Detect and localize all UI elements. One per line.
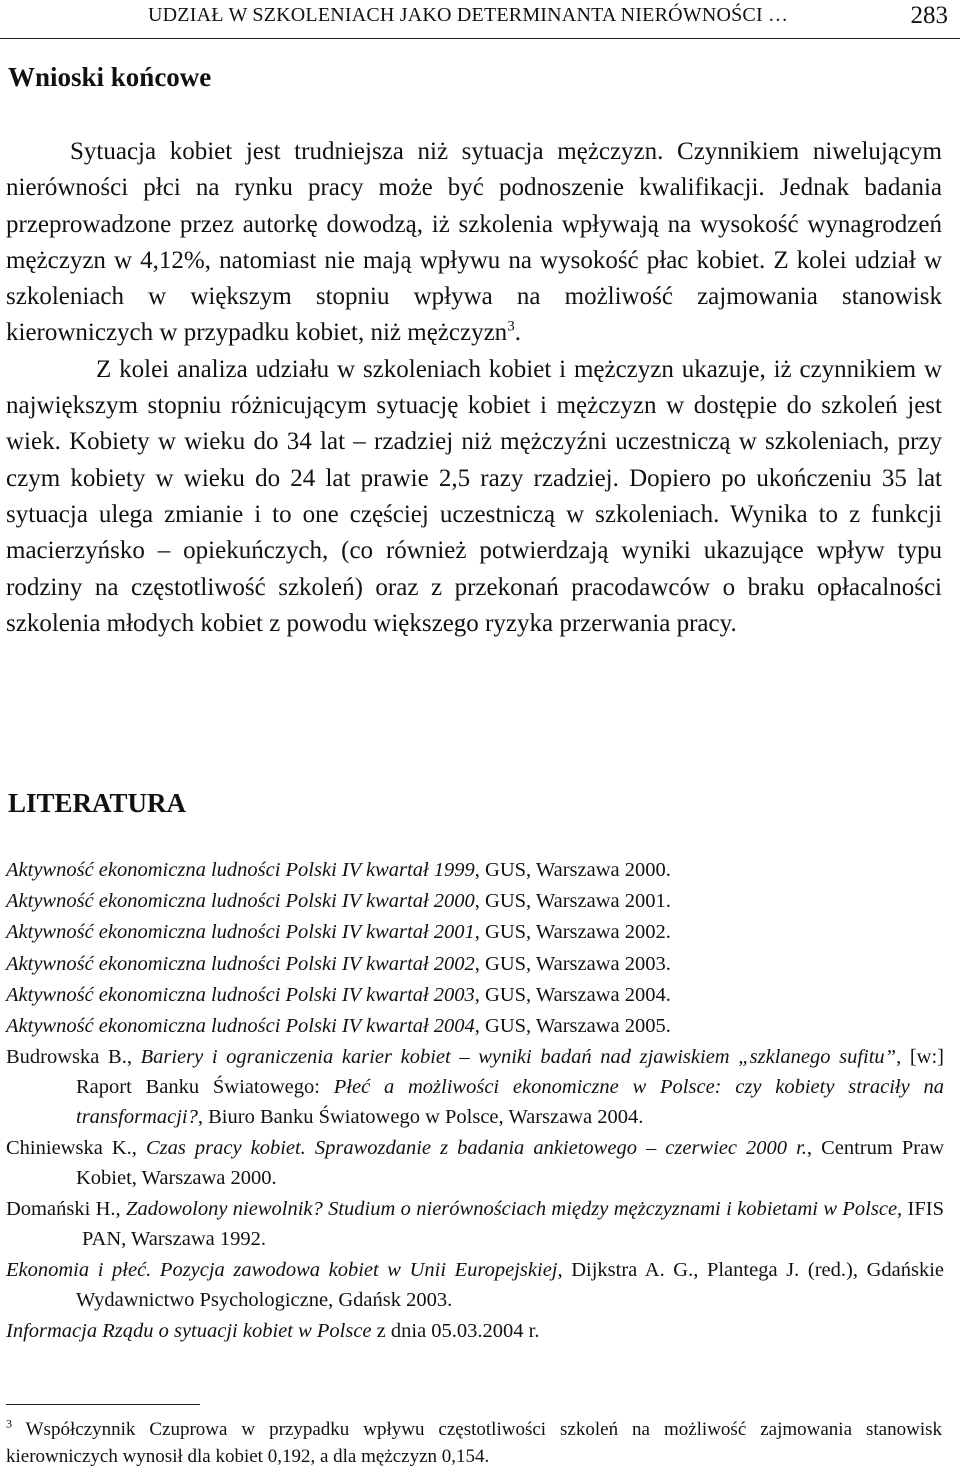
reference-publisher: , IFIS PAN, Warszawa 1992. — [82, 1197, 944, 1250]
paragraph-1 — [6, 134, 942, 352]
footnote-text: Współczynnik Czuprowa w przypadku wpływu częstotliwości szkoleń na możliwość zajmowania stanowisk kierowniczych wynosił dla kobiet 0,192, a dla mężczyzn 0,154. — [6, 1419, 942, 1467]
reference-item-informacja — [6, 1317, 944, 1347]
reference-title: Aktywność ekonomiczna ludności Polski IV kwartał 2000 — [6, 890, 475, 913]
paragraph-2: Z kolei analiza udziału w szkoleniach kobiet i mężczyzn ukazuje, iż czynnikiem w największym stopniu różnicującym sytuację kobiet i mężczyzn w dostępie do szkoleń jest wiek. Kobiety w wieku do 34 lat – rzadziej niż mężczyźni uczestniczą w szkoleniach, przy czym kobiety w wieku do 24 lat prawie 2,5 razy rzadziej. Dopiero po ukończeniu 35 lat sytuacja ulega zmianie i to one częściej uczestniczą w szkoleniach. Wynika to z funkcji macierzyńsko – opiekuńczych, (co również potwierdzają wyniki ukazujące wpływ typu rodziny na częstotliwość szkoleń) oraz z przekonań pracodawców o braku opłacalności szkolenia młodych kobiet z powodu większego ryzyka przerwania pracy. — [6, 355, 942, 637]
conclusions-body — [6, 134, 942, 642]
reference-title: Zadowolony niewolnik? Studium o nierównościach między mężczyznami i kobietami w Polsce — [126, 1197, 898, 1220]
reference-publisher: , GUS, Warszawa 2005. — [474, 1014, 671, 1037]
reference-author: Budrowska B., — [6, 1046, 132, 1069]
reference-item — [6, 918, 944, 948]
reference-title: Aktywność ekonomiczna ludności Polski IV kwartał 2001 — [6, 921, 475, 944]
literature-title: LITERATURA — [8, 788, 187, 818]
reference-publisher: , GUS, Warszawa 2001. — [474, 890, 671, 913]
page-number: 283 — [910, 2, 948, 29]
reference-publisher: , Centrum Praw Kobiet, Warszawa 2000. — [76, 1136, 945, 1189]
reference-item-budrowska — [6, 1043, 944, 1132]
footnote-3 — [6, 1416, 942, 1470]
reference-publisher: z dnia 05.03.2004 r. — [371, 1319, 540, 1342]
reference-title: Aktywność ekonomiczna ludności Polski IV kwartał 2004 — [6, 1014, 475, 1037]
running-title: UDZIAŁ W SZKOLENIACH JAKO DETERMINANTA NIERÓWNOŚCI … — [148, 4, 789, 26]
reference-item — [6, 981, 944, 1011]
reference-list — [6, 856, 944, 1348]
reference-title: Ekonomia i płeć. Pozycja zawodowa kobiet w Unii Europejskiej, — [6, 1258, 563, 1281]
reference-item — [6, 856, 944, 886]
section-title-conclusions: Wnioski końcowe — [8, 62, 212, 92]
reference-title: Bariery i ograniczenia karier kobiet – wyniki badań nad zjawiskiem „szklanego sufitu” — [140, 1046, 897, 1069]
footnote-ref-3[interactable]: 3 — [507, 319, 515, 336]
footnote-number: 3 — [6, 1416, 12, 1431]
footnote-divider — [6, 1404, 200, 1405]
paragraph-1-text: Sytuacja kobiet jest trudniejsza niż sytuacja mężczyzn. Czynnikiem niwelującym nierówności płci na rynku pracy może być podnoszenie kwalifikacji. Jednak badania przeprowadzone przez autorkę dowodzą, iż szkolenia wpływają na wysokość wynagrodzeń mężczyzn w 4,12%, natomiast nie mają wpływu na wysokość płac kobiet. Z kolei udział w szkoleniach w większym stopniu wpływa na możliwość zajmowania stanowisk kierowniczych w przypadku kobiet, niż mężczyzn — [6, 138, 942, 347]
reference-item-ekonomia — [6, 1256, 944, 1316]
reference-item — [6, 887, 944, 917]
reference-publisher: , GUS, Warszawa 2004. — [474, 983, 671, 1006]
reference-title: Informacja Rządu o sytuacji kobiet w Polsce — [6, 1319, 372, 1342]
reference-title: Czas pracy kobiet. Sprawozdanie z badania ankietowego – czerwiec 2000 r. — [145, 1136, 807, 1159]
reference-publisher: , Biuro Banku Światowego w Polsce, Warszawa 2004. — [197, 1105, 644, 1128]
reference-publisher: , GUS, Warszawa 2000. — [474, 859, 671, 881]
reference-item — [6, 1012, 944, 1042]
reference-publisher: , GUS, Warszawa 2002. — [474, 921, 671, 944]
reference-item-domanski — [6, 1195, 944, 1255]
reference-item-chiniewska — [6, 1134, 944, 1194]
reference-publisher: , GUS, Warszawa 2003. — [474, 952, 671, 975]
reference-title: Płeć a możliwości ekonomiczne w Polsce: czy kobiety straciły na transformacji? — [76, 1075, 945, 1128]
reference-title: Aktywność ekonomiczna ludności Polski IV kwartał 1999 — [6, 859, 475, 881]
reference-author: Domański H., — [6, 1197, 121, 1220]
reference-item — [6, 950, 944, 980]
reference-text: , [w:] Raport Banku Światowego: — [76, 1046, 945, 1098]
reference-publisher: Dijkstra A. G., Plantega J. (red.), Gdańskie Wydawnictwo Psychologiczne, Gdańsk 2003. — [76, 1258, 944, 1311]
running-header — [0, 2, 960, 39]
paragraph-1-end: . — [514, 319, 521, 347]
reference-title: Aktywność ekonomiczna ludności Polski IV kwartał 2002 — [6, 952, 475, 975]
reference-author: Chiniewska K., — [6, 1136, 137, 1159]
reference-title: Aktywność ekonomiczna ludności Polski IV kwartał 2003 — [6, 983, 475, 1006]
